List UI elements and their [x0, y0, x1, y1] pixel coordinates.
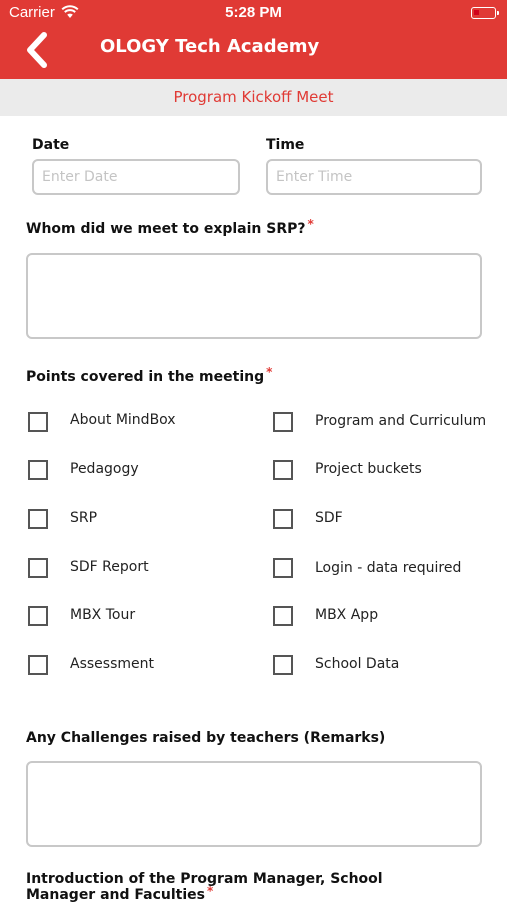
- battery-icon: [471, 7, 496, 19]
- time-input[interactable]: [266, 159, 482, 195]
- back-arrow-icon[interactable]: [22, 31, 56, 69]
- checkbox-sdf-report[interactable]: [28, 558, 48, 578]
- checkbox-label: SRP: [70, 510, 98, 526]
- date-label: Date: [32, 137, 70, 153]
- checkbox-mbx-app[interactable]: [273, 606, 293, 626]
- checkbox-mbx-tour[interactable]: [28, 606, 48, 626]
- checkbox-school-data[interactable]: [273, 655, 293, 675]
- required-asterisk: *: [206, 884, 214, 898]
- checkbox-sdf[interactable]: [273, 509, 293, 529]
- whom-label: Whom did we meet to explain SRP? *: [26, 217, 314, 237]
- checkbox-project-buckets[interactable]: [273, 460, 293, 480]
- status-time: 5:28 PM: [225, 4, 282, 21]
- checkbox-label: Pedagogy: [70, 461, 139, 477]
- checkbox-label: SDF Report: [70, 559, 149, 575]
- intro-label: Introduction of the Program Manager, School Manager and Faculties *: [26, 871, 383, 903]
- points-label: Points covered in the meeting *: [26, 365, 273, 385]
- app-title: OLOGY Tech Academy: [100, 36, 320, 57]
- time-label: Time: [266, 137, 305, 153]
- whom-field[interactable]: [26, 253, 482, 339]
- checkbox-label: MBX App: [315, 607, 379, 623]
- checkbox-assessment[interactable]: [28, 655, 48, 675]
- page-subtitle: Program Kickoff Meet: [0, 79, 507, 116]
- checkbox-label: Login - data required: [315, 560, 462, 576]
- required-asterisk: *: [266, 365, 273, 379]
- checkbox-label: School Data: [315, 656, 400, 672]
- checkbox-label: SDF: [315, 510, 343, 526]
- checkbox-program-curriculum[interactable]: [273, 412, 293, 432]
- checkbox-pedagogy[interactable]: [28, 460, 48, 480]
- checkbox-label: Assessment: [70, 656, 154, 672]
- carrier-label: Carrier: [9, 4, 55, 21]
- checkbox-label: MBX Tour: [70, 607, 136, 623]
- challenges-field[interactable]: [26, 761, 482, 847]
- challenges-label: Any Challenges raised by teachers (Remarks): [26, 730, 386, 746]
- checkbox-label: Program and Curriculum: [315, 413, 487, 429]
- checkbox-srp[interactable]: [28, 509, 48, 529]
- checkbox-label: About MindBox: [70, 412, 176, 428]
- checkbox-login-data[interactable]: [273, 558, 293, 578]
- date-input[interactable]: [32, 159, 240, 195]
- checkbox-about-mindbox[interactable]: [28, 412, 48, 432]
- status-bar: [0, 0, 507, 28]
- checkbox-label: Project buckets: [315, 461, 422, 477]
- required-asterisk: *: [307, 217, 314, 231]
